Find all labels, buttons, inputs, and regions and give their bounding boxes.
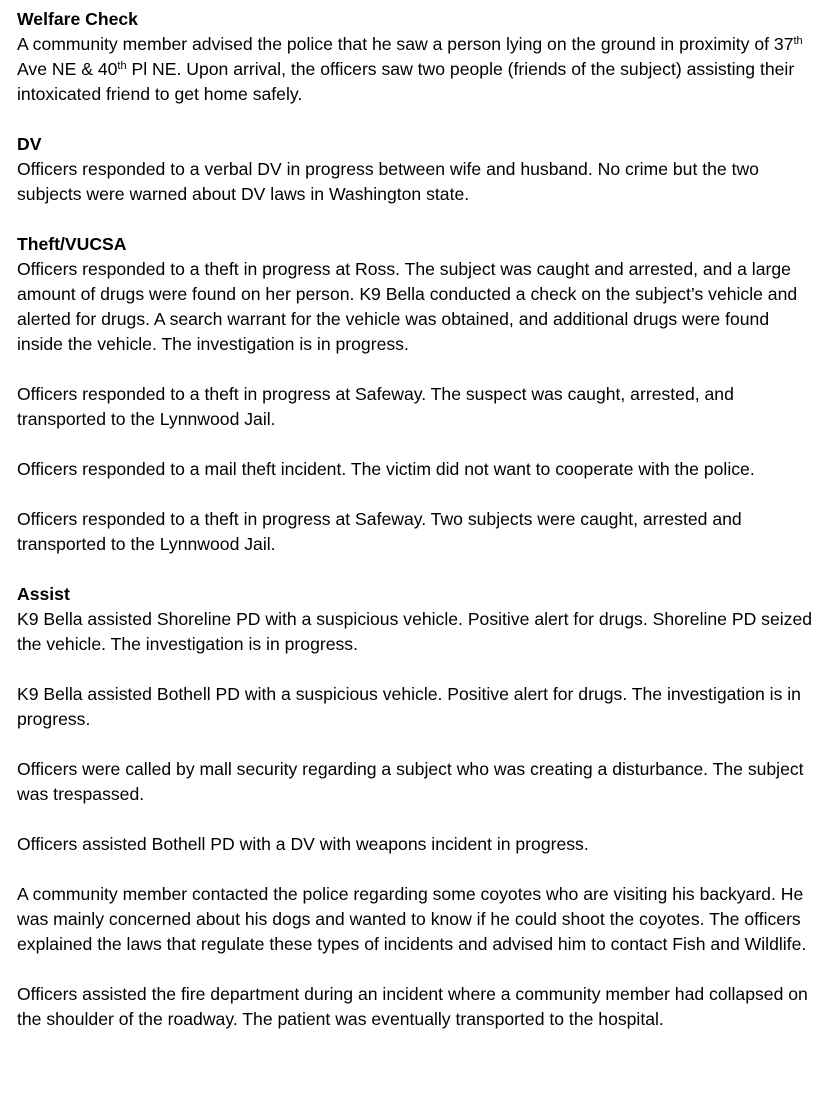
section-welfare-check bbox=[17, 7, 817, 107]
section-theft-vucsa bbox=[17, 232, 817, 557]
text-segment: Officers were called by mall security regarding a subject who was creating a disturbance. The subject was trespassed. bbox=[17, 759, 804, 804]
incident-paragraph bbox=[17, 757, 817, 807]
ordinal-suffix: th bbox=[117, 60, 127, 72]
text-segment: A community member contacted the police regarding some coyotes who are visiting his backyard. He was mainly concerned about his dogs and wanted to know if he could shoot the coyotes. The officers explained the laws that regulate these types of incidents and advised him to contact Fish and Wildlife. bbox=[17, 884, 807, 954]
text-segment: Officers responded to a verbal DV in progress between wife and husband. No crime but the two subjects were warned about DV laws in Washington state. bbox=[17, 159, 759, 204]
incident-paragraph bbox=[17, 382, 817, 432]
text-segment: Officers responded to a theft in progress at Ross. The subject was caught and arrested, and a large amount of drugs were found on her person. K9 Bella conducted a check on the subject’s vehicle and alerted for drugs. A search warrant for the vehicle was obtained, and additional drugs were found inside the vehicle. The investigation is in progress. bbox=[17, 259, 798, 354]
text-segment: Officers responded to a mail theft incident. The victim did not want to cooperate with the police. bbox=[17, 459, 755, 479]
section-dv bbox=[17, 132, 817, 207]
incident-paragraph bbox=[17, 157, 817, 207]
text-segment: A community member advised the police that he saw a person lying on the ground in proximity of 37 bbox=[17, 34, 794, 54]
text-segment: Officers assisted the fire department during an incident where a community member had collapsed on the shoulder of the roadway. The patient was eventually transported to the hospital. bbox=[17, 984, 808, 1029]
incident-paragraph bbox=[17, 682, 817, 732]
incident-paragraph bbox=[17, 607, 817, 657]
incident-paragraph bbox=[17, 32, 817, 107]
section-heading: DV bbox=[17, 134, 42, 154]
section-assist bbox=[17, 582, 817, 1032]
text-segment: K9 Bella assisted Shoreline PD with a suspicious vehicle. Positive alert for drugs. Shoreline PD seized the vehicle. The investigation is in progress. bbox=[17, 609, 813, 654]
text-segment: Ave NE & 40 bbox=[17, 59, 118, 79]
incident-paragraph bbox=[17, 257, 817, 357]
text-segment: Officers responded to a theft in progress at Safeway. Two subjects were caught, arrested and transported to the Lynnwood Jail. bbox=[17, 509, 742, 554]
incident-paragraph bbox=[17, 832, 817, 857]
ordinal-suffix: th bbox=[793, 35, 803, 47]
text-segment: Officers responded to a theft in progress at Safeway. The suspect was caught, arrested, and transported to the Lynnwood Jail. bbox=[17, 384, 734, 429]
section-heading: Theft/VUCSA bbox=[17, 234, 127, 254]
text-segment: K9 Bella assisted Bothell PD with a suspicious vehicle. Positive alert for drugs. The investigation is in progress. bbox=[17, 684, 801, 729]
section-heading: Assist bbox=[17, 584, 70, 604]
incident-paragraph bbox=[17, 507, 817, 557]
incident-paragraph bbox=[17, 882, 817, 957]
text-segment: Pl NE. Upon arrival, the officers saw two people (friends of the subject) assisting their intoxicated friend to get home safely. bbox=[17, 59, 795, 104]
incident-paragraph bbox=[17, 982, 817, 1032]
text-segment: Officers assisted Bothell PD with a DV with weapons incident in progress. bbox=[17, 834, 589, 854]
section-heading: Welfare Check bbox=[17, 9, 138, 29]
incident-paragraph bbox=[17, 457, 817, 482]
